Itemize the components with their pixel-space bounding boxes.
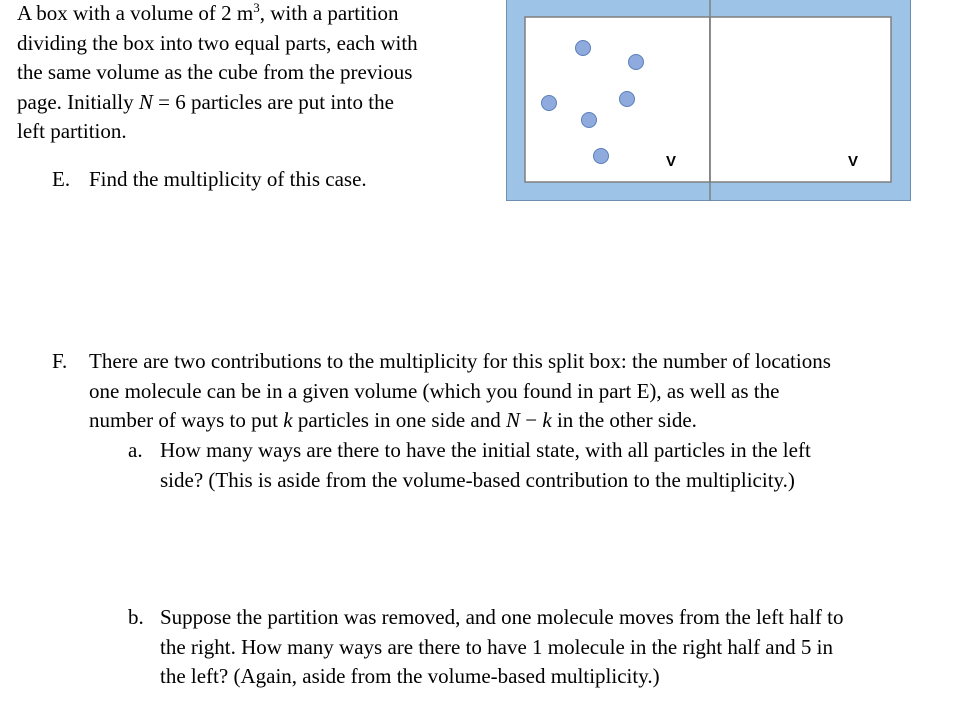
text-run: number of ways to put: [89, 408, 284, 432]
text-run: −: [520, 408, 543, 432]
particle: [594, 149, 609, 164]
intro-line: left partition.: [17, 119, 127, 143]
sub-question-text: the right. How many ways are there to have 1 molecule in the right half and 5 in: [160, 634, 833, 659]
variable-n: N: [138, 89, 153, 114]
intro-paragraph: [17, 0, 497, 147]
question-label: E.: [52, 167, 71, 191]
superscript: 3: [253, 0, 260, 15]
particle: [620, 92, 635, 107]
intro-text: = 6 particles are put into the: [152, 89, 394, 114]
question-e: [52, 165, 367, 195]
intro-text: , with a partition: [259, 1, 399, 25]
particle: [582, 113, 597, 128]
intro-line: the same volume as the cube from the previous: [17, 60, 413, 84]
question-text: [89, 406, 697, 436]
right-volume-label: V: [848, 153, 859, 170]
sub-question-b: [128, 603, 844, 688]
particle: [542, 96, 557, 111]
sub-question-text: Suppose the partition was removed, and one molecule moves from the left half to: [160, 605, 844, 629]
sub-question-text: How many ways are there to have the initial state, with all particles in the left: [160, 438, 811, 462]
sub-question-text: the left? (Again, aside from the volume-based multiplicity.): [160, 664, 660, 688]
sub-question-label: b.: [128, 605, 144, 629]
variable-k: k: [283, 408, 293, 432]
sub-question-label: a.: [128, 438, 143, 462]
question-text: There are two contributions to the multiplicity for this split box: the number of locations: [89, 349, 831, 373]
text-run: in the other side.: [551, 408, 697, 432]
intro-line: [17, 0, 497, 29]
question-label: F.: [52, 349, 68, 373]
sub-question-text: side? (This is aside from the volume-based contribution to the multiplicity.): [160, 467, 795, 492]
variable-k: k: [542, 408, 552, 432]
intro-line: dividing the box into two equal parts, each with: [17, 30, 418, 55]
text-run: particles in one side and: [292, 408, 506, 432]
variable-n: N: [506, 408, 521, 432]
intro-line: [17, 88, 497, 118]
particle: [629, 55, 644, 70]
question-f: [52, 347, 831, 432]
sub-question-a: [128, 436, 811, 492]
particle: [576, 41, 591, 56]
partitioned-box-diagram: [506, 0, 911, 201]
question-text: Find the multiplicity of this case.: [89, 167, 367, 191]
intro-text: A box with a volume of 2 m: [17, 1, 254, 25]
left-volume-label: V: [666, 153, 677, 170]
right-chamber: [710, 17, 891, 182]
box-svg: [506, 0, 911, 201]
intro-text: page. Initially: [17, 89, 139, 114]
question-text: one molecule can be in a given volume (which you found in part E), as well as the: [89, 378, 780, 403]
